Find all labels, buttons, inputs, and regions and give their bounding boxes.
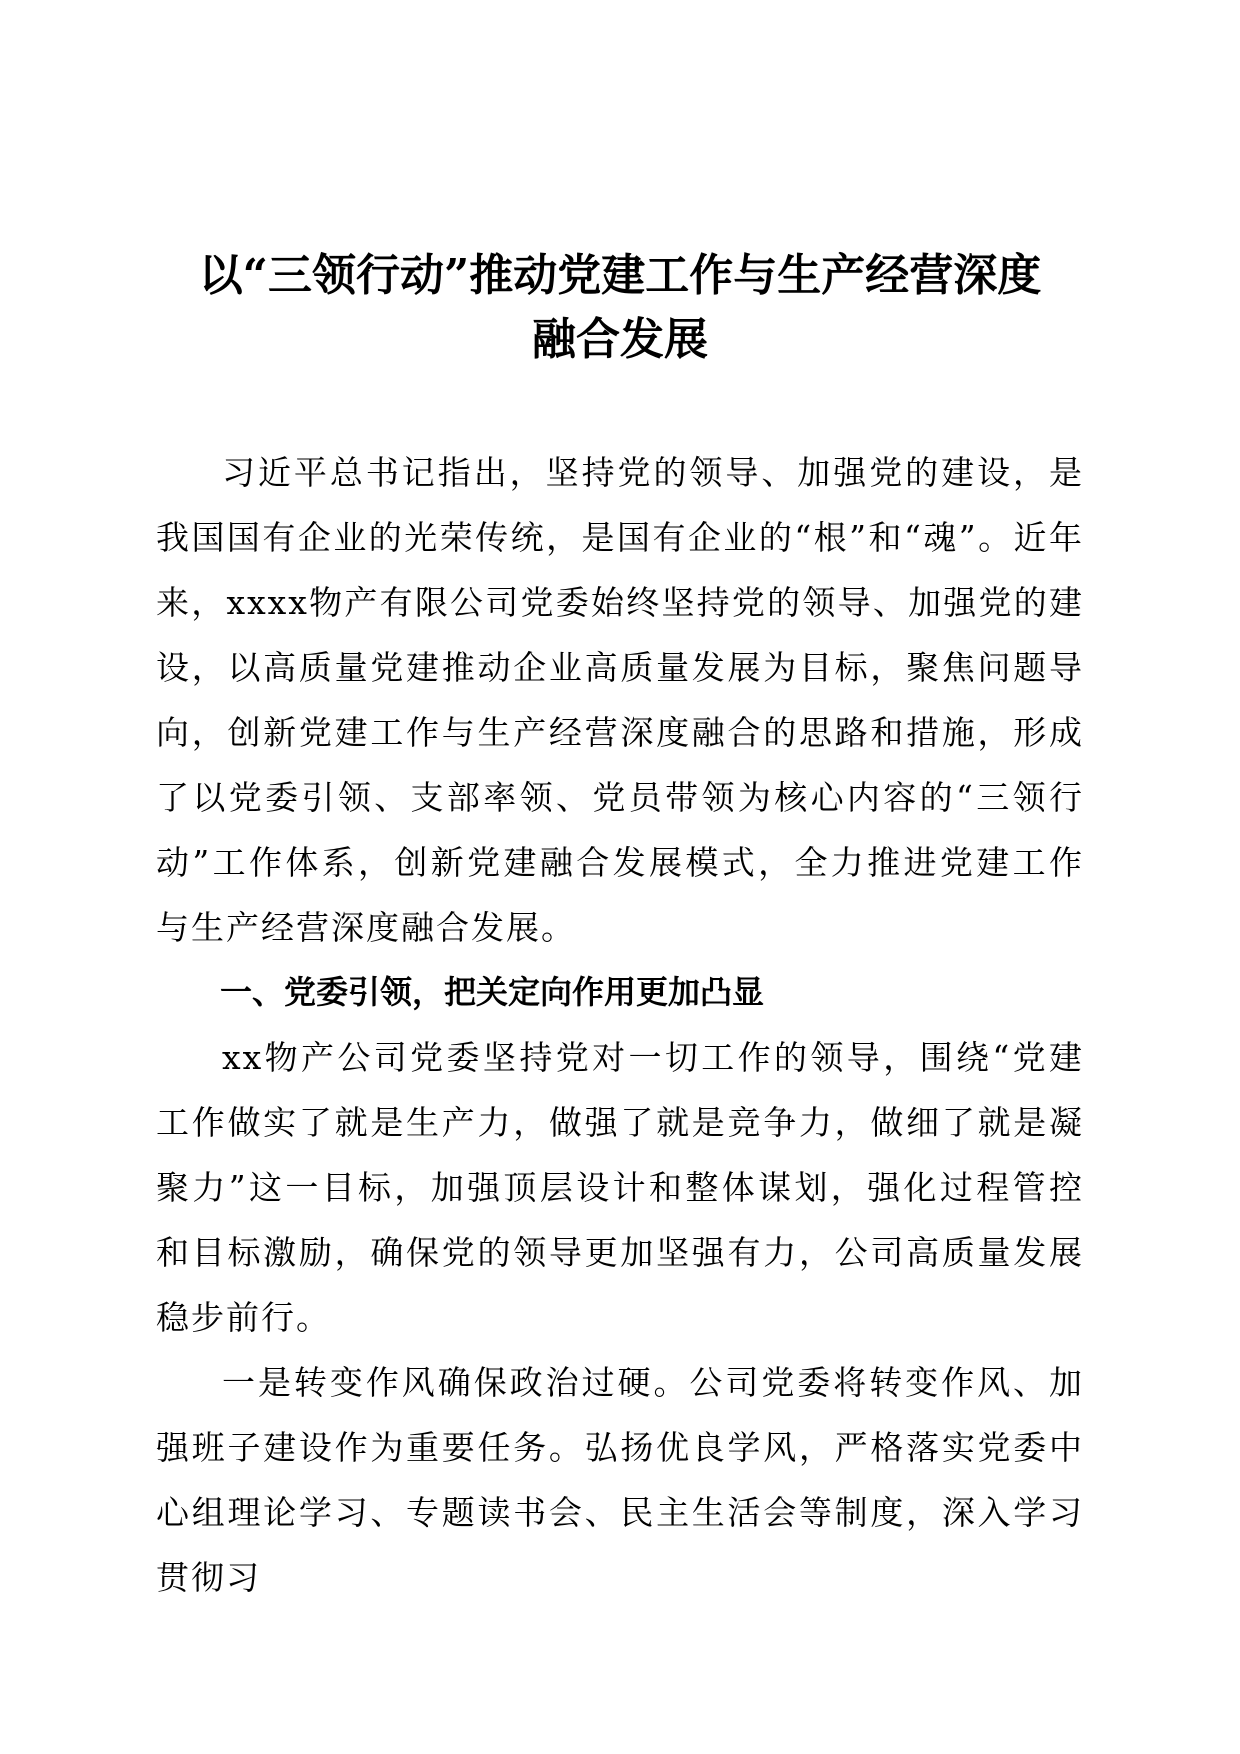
section-paragraph: 一是转变作风确保政治过硬。公司党委将转变作风、加强班子建设作为重要任务。弘扬优良学风，严格落实党委中心组理论学习、专题读书会、民主生活会等制度，深入学习贯彻习 <box>156 1363 1084 1597</box>
intro-paragraph: 习近平总书记指出，坚持党的领导、加强党的建设，是我国国有企业的光荣传统，是国有企业的“根”和“魂”。近年来，xxxx物产有限公司党委始终坚持党的领导、加强党的建设，以高质量党建推动企业高质量发展为目标，聚焦问题导向，创新党建工作与生产经营深度融合的思路和措施，形成了以党委引领、支部率领、党员带领为核心内容的“三领行动”工作体系，创新党建融合发展模式，全力推进党建工作与生产经营深度融合发展。 <box>156 453 1084 947</box>
title-line-2: 融合发展 <box>532 314 708 365</box>
document-body <box>156 440 1084 1610</box>
section-paragraph: xx物产公司党委坚持党对一切工作的领导，围绕“党建工作做实了就是生产力，做强了就是竞争力，做细了就是凝聚力”这一目标，加强顶层设计和整体谋划，强化过程管控和目标激励，确保党的领导更加坚强有力，公司高质量发展稳步前行。 <box>156 1038 1084 1337</box>
document-title <box>150 244 1090 372</box>
title-line-1: 以“三领行动”推动党建工作与生产经营深度 <box>198 250 1042 301</box>
section-heading: 一、党委引领，把关定向作用更加凸显 <box>220 973 765 1011</box>
